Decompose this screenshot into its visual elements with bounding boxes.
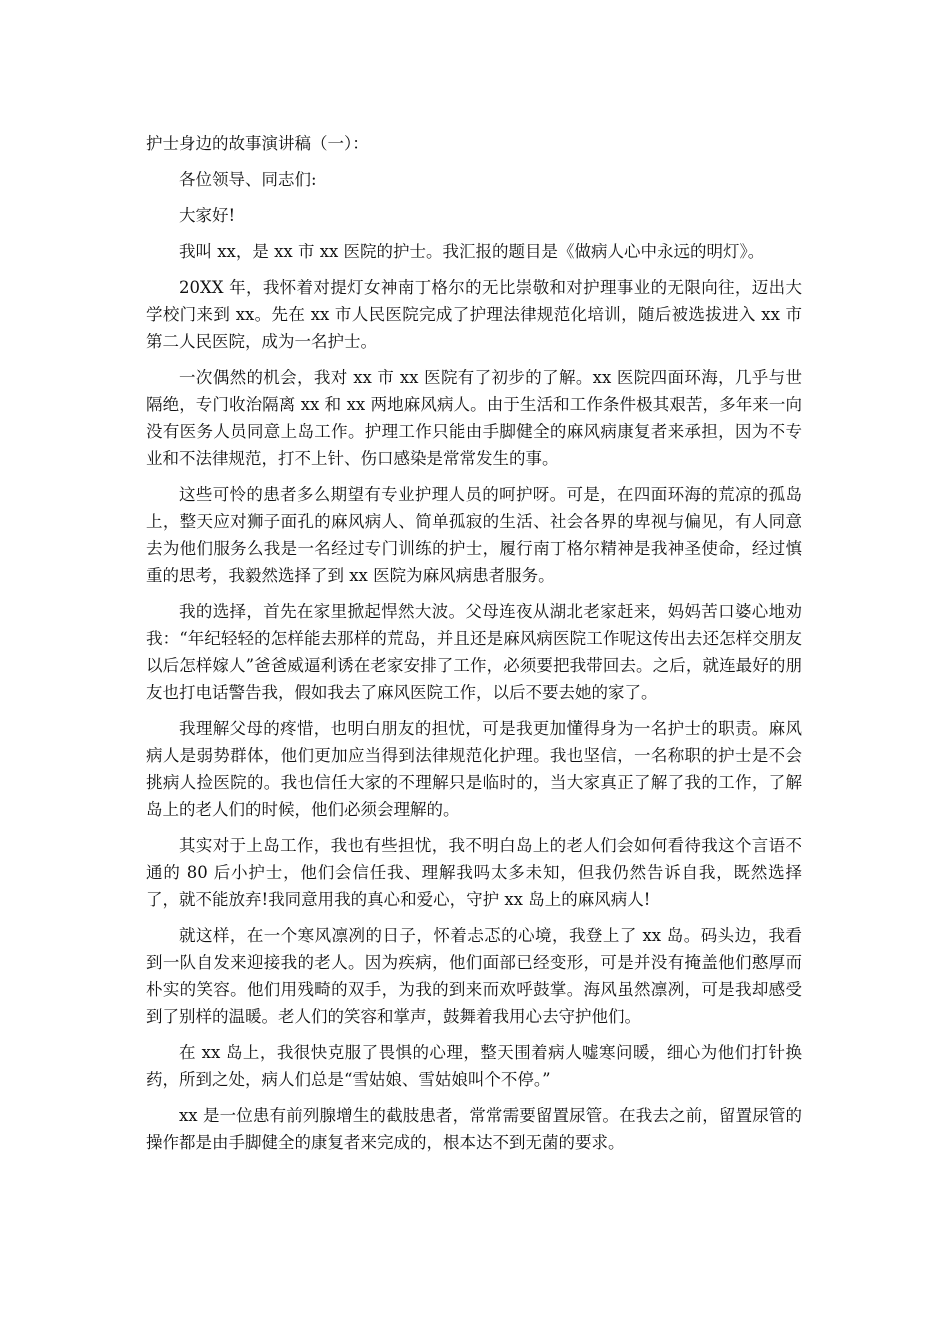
paragraph-salutation: 各位领导、同志们: xyxy=(179,170,317,189)
paragraph-understanding: 我理解父母的疼惜，也明白朋友的担忧，可是我更加懂得身为一名护士的职责。麻风病人是弱势群体，他们更加应当得到法律规范化护理。我也坚信，一名称职的护士是不会挑病人捡医院的。我也信任大家的不理解只是临时的，当大家真正了解了我的工作，了解岛上的老人们的时候，他们必须会理解的。 xyxy=(146,719,802,819)
paragraph-arrival: 就这样，在一个寒风凛冽的日子，怀着忐忑的心境，我登上了 xx 岛。码头边，我看到一队自发来迎接我的老人。因为疾病，他们面部已经变形，可是并没有掩盖他们憨厚而朴实的笑容。他们用残畸的双手，为我的到来而欢呼鼓掌。海风虽然凛冽，可是我却感受到了别样的温暖。老人们的笑容和掌声，鼓舞着我用心去守护他们。 xyxy=(146,926,802,1026)
paragraph-career-start: 20XX 年，我怀着对提灯女神南丁格尔的无比崇敬和对护理事业的无限向往，迈出大学校门来到 xx。先在 xx 市人民医院完成了护理法律规范化培训，随后被选拔进入 xx 市第二人民医院，成为一名护士。 xyxy=(146,278,802,351)
paragraph-island-work: 在 xx 岛上，我很快克服了畏惧的心理，整天围着病人嘘寒问暖，细心为他们打针换药，所到之处，病人们总是“雪姑娘、雪姑娘叫个不停。” xyxy=(146,1043,802,1089)
paragraph-hospital-discovery: 一次偶然的机会，我对 xx 市 xx 医院有了初步的了解。xx 医院四面环海，几乎与世隔绝，专门收治隔离 xx 和 xx 两地麻风病人。由于生活和工作条件极其艰苦，多年来一向没有医务人员同意上岛工作。护理工作只能由手脚健全的麻风病康复者来承担，因为不专业和不法律规范，打不上针、伤口感染是常常发生的事。 xyxy=(146,368,802,468)
paragraph-patient-case: xx 是一位患有前列腺增生的截肢患者，常常需要留置尿管。在我去之前，留置尿管的操作都是由手脚健全的康复者来完成的，根本达不到无菌的要求。 xyxy=(146,1106,802,1152)
document-title: 护士身边的故事演讲稿（一）： xyxy=(146,134,369,153)
paragraph-greeting: 大家好! xyxy=(179,206,236,225)
paragraph-decision: 这些可怜的患者多么期望有专业护理人员的呵护呀。可是，在四面环海的荒凉的孤岛上，整天应对狮子面孔的麻风病人、简单孤寂的生活、社会各界的卑视与偏见，有人同意去为他们服务么我是一名经过专门训练的护士，履行南丁格尔精神是我神圣使命，经过慎重的思考，我毅然选择了到 xx 医院为麻风病患者服务。 xyxy=(146,485,802,585)
paragraph-worries: 其实对于上岛工作，我也有些担忧，我不明白岛上的老人们会如何看待我这个言语不通的 80 后小护士，他们会信任我、理解我吗太多未知，但我仍然告诉自我，既然选择了，就不能放弃!我同意用我的真心和爱心，守护 xx 岛上的麻风病人! xyxy=(146,836,802,909)
document-body xyxy=(146,130,802,1165)
paragraph-family-reaction: 我的选择，首先在家里掀起悍然大波。父母连夜从湖北老家赶来，妈妈苦口婆心地劝我：“年纪轻轻的怎样能去那样的荒岛，并且还是麻风病医院工作呢这传出去还怎样交朋友以后怎样嫁人”爸爸威逼利诱在老家安排了工作，必须要把我带回去。之后，就连最好的朋友也打电话警告我，假如我去了麻风医院工作，以后不要去她的家了。 xyxy=(146,602,802,702)
paragraph-introduction: 我叫 xx，是 xx 市 xx 医院的护士。我汇报的题目是《做病人心中永远的明灯》。 xyxy=(179,242,765,261)
